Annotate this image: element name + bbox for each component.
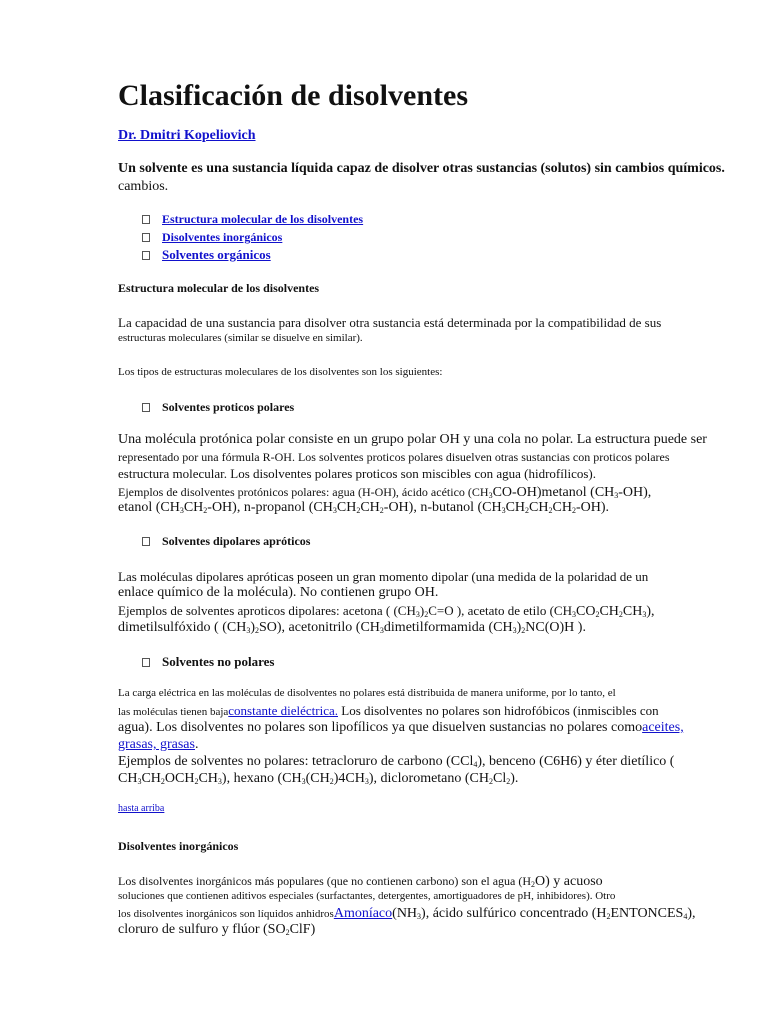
text-line: dimetilsulfóxido ( $(CH_3)_2SO$), acetonitrilo ($CH_3dimetilformamida$ $(CH_3)_2NC(O)H$ ). bbox=[118, 620, 586, 635]
toc-item-inorganic bbox=[142, 230, 282, 245]
bullet-icon bbox=[142, 215, 150, 224]
subheading-protic: Solventes proticos polares bbox=[142, 400, 294, 415]
text-line: Los tipos de estructuras moleculares de los disolventes son los siguientes: bbox=[118, 366, 443, 378]
text-line: La capacidad de una sustancia para disolver otra sustancia está determinada por la compatibilidad de sus bbox=[118, 315, 662, 330]
section-heading-structure: Estructura molecular de los disolventes bbox=[118, 281, 320, 295]
text-line: estructura molecular. Los disolventes polares proticos son miscibles con agua (hidrofílicos). bbox=[118, 466, 596, 481]
dielectric-constant-link[interactable]: constante dieléctrica. bbox=[228, 703, 338, 718]
toc-item-structure bbox=[142, 212, 363, 227]
intro-line-2: cambios. bbox=[118, 179, 169, 194]
text-line: etanol $(CH_3CH_2-OH)$, n-propanol $(CH_3CH_2CH_2-OH)$, n-butanol $(CH_3CH_2CH_2CH_2-OH)$. bbox=[118, 500, 609, 515]
ammonia-link[interactable]: Amoníaco bbox=[333, 906, 393, 921]
bullet-icon bbox=[142, 233, 150, 242]
oils-link[interactable]: aceites, bbox=[642, 720, 684, 735]
text-line: cloruro de sulfuro y flúor $(SO_2ClF)$ bbox=[118, 922, 316, 937]
text-line: Una molécula protónica polar consiste en un grupo polar OH y una cola no polar. La estructura puede ser bbox=[118, 432, 707, 447]
subheading-dipolar: Solventes dipolares apróticos bbox=[142, 534, 310, 549]
author-line bbox=[118, 128, 256, 144]
text-line: Ejemplos de solventes no polares: tetracloruro de carbono (CCl$_4$), benceno (C6H6) y éter dietílico ( bbox=[118, 754, 675, 769]
intro-line-1: Un solvente es una sustancia líquida capaz de disolver otras sustancias (solutos) sin cambios químicos. bbox=[118, 161, 725, 176]
toc-link-inorganic[interactable]: Disolventes inorgánicos bbox=[162, 230, 283, 244]
text-line: Los disolventes inorgánicos más populares (que no contienen carbono) son el agua $(H_2O)$ y acuoso bbox=[118, 874, 603, 889]
text-line: $CH_3CH_2OCH_2CH_3$), hexano $(CH_3(CH_2)4CH_3)$, diclorometano $(CH_2Cl_2)$. bbox=[118, 771, 519, 786]
text-line: agua). Los disolventes no polares son lipofílicos ya que disuelven sustancias no polares comoaceites, bbox=[118, 720, 684, 735]
text-line: Las moléculas dipolares apróticas poseen un gran momento dipolar (una medida de la polaridad de un bbox=[118, 569, 649, 584]
back-to-top-link[interactable]: hasta arriba bbox=[118, 803, 165, 814]
toc-link-structure[interactable]: Estructura molecular de los disolventes bbox=[162, 212, 364, 226]
bullet-icon bbox=[142, 658, 150, 667]
author-link[interactable]: Dr. Dmitri Kopeliovich bbox=[118, 128, 256, 143]
text-line: las moléculas tienen bajaconstante dieléctrica. Los disolventes no polares son hidrofóbicos (inmiscibles con bbox=[118, 703, 659, 718]
section-heading-inorganic: Disolventes inorgánicos bbox=[118, 839, 239, 853]
text-line: representado por una fórmula R-OH. Los solventes proticos polares disuelven otras sustancias con proticos polares bbox=[118, 450, 670, 464]
text-line: La carga eléctrica en las moléculas de disolventes no polares está distribuida de manera uniforme, por lo tanto, el bbox=[118, 687, 616, 699]
text-line: estructuras moleculares (similar se disuelve en similar). bbox=[118, 332, 363, 344]
text-line: enlace químico de la molécula). No contienen grupo OH. bbox=[118, 585, 439, 600]
text-line: soluciones que contienen aditivos especiales (surfactantes, detergentes, amortiguadores de pH, inhibidores). Otro bbox=[118, 890, 616, 902]
text-line: Ejemplos de solventes aproticos dipolares: acetona ( $(CH_3)_2C=O$ ), acetato de etilo $(CH_3CO_2CH_2CH_3)$, bbox=[118, 603, 655, 619]
bullet-icon bbox=[142, 537, 150, 546]
subheading-nonpolar: Solventes no polares bbox=[142, 654, 274, 670]
page-title: Clasificación de disolventes bbox=[118, 79, 468, 112]
bullet-icon bbox=[142, 403, 150, 412]
back-to-top bbox=[118, 803, 164, 814]
toc-item-organic bbox=[142, 247, 271, 263]
text-line: los disolventes inorgánicos son líquidos $anhidrosAmoníaco(NH_3)$, ácido sulfúrico concentrado $(H_2ENTONCES_4)$, bbox=[118, 906, 696, 921]
toc-link-organic[interactable]: Solventes orgánicos bbox=[162, 247, 271, 262]
bullet-icon bbox=[142, 251, 150, 260]
fats-link[interactable]: grasas, grasas bbox=[118, 737, 195, 752]
text-line: Ejemplos de disolventes protónicos polares: agua (H-OH), ácido acético $(CH_3CO-OH)metanol$ $(CH_3-OH)$, bbox=[118, 485, 652, 500]
text-line: grasas, grasas. bbox=[118, 737, 199, 752]
